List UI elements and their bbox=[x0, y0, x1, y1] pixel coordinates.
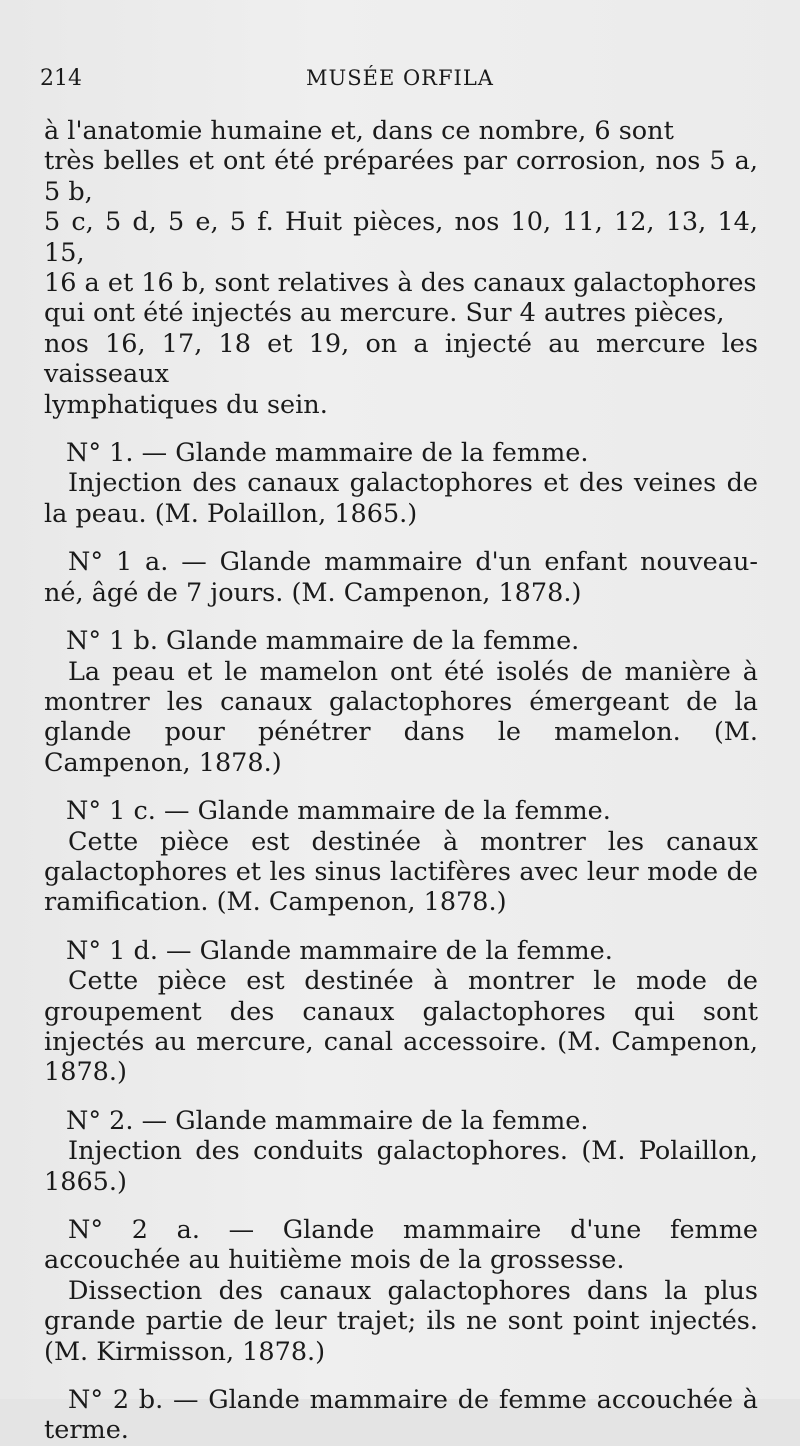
entry-number: N° 1 c. bbox=[66, 796, 156, 827]
catalog-entry bbox=[44, 1215, 758, 1367]
entry-description: Injection des canaux galactophores et des veines de la peau. (M. Polaillon, 1865.) bbox=[44, 468, 758, 529]
entry-title: — Glande mammaire d'une femme accouchée au huitième mois de la grossesse. bbox=[44, 1215, 758, 1276]
catalog-entry bbox=[44, 438, 758, 529]
catalog-entry bbox=[44, 936, 758, 1088]
entry-heading bbox=[66, 438, 758, 468]
entry-title: — Glande mammaire de la femme. bbox=[141, 1105, 589, 1136]
text-line: 16 a et 16 b, sont relatives à des canaux galactophores bbox=[44, 268, 757, 299]
entry-number: N° 1 b. bbox=[66, 626, 158, 657]
entry-number: N° 2 a. bbox=[68, 1215, 200, 1245]
entry-number: N° 1. bbox=[66, 438, 134, 469]
entry-heading bbox=[66, 796, 758, 826]
intro-paragraph bbox=[44, 116, 758, 420]
entry-number: N° 2 b. bbox=[68, 1385, 164, 1416]
catalog-entry bbox=[44, 796, 758, 918]
entry-number: N° 2. bbox=[66, 1105, 134, 1136]
book-title: MUSÉE ORFILA bbox=[306, 66, 494, 90]
entry-description: Cette pièce est destinée à montrer les canaux galactophores et les sinus lactifères avec leur mode de ramification. (M. Campenon, 1878.) bbox=[44, 826, 758, 918]
entry-heading bbox=[66, 1106, 758, 1136]
entry-title: — Glande mammaire de la femme. bbox=[164, 796, 611, 827]
entry-description: Cette pièce est destinée à montrer le mode de groupement des canaux galactophores qui sont injectés au mercure, canal accessoire. (M. Campenon, 1878.) bbox=[44, 966, 758, 1088]
entry-title: — Glande mammaire de la femme. bbox=[166, 935, 613, 966]
page-number: 214 bbox=[40, 66, 82, 91]
entry-heading bbox=[44, 1215, 758, 1276]
entry-heading bbox=[66, 626, 758, 656]
text-line: à l'anatomie humaine et, dans ce nombre, 6 sont bbox=[44, 116, 674, 146]
body-text bbox=[44, 116, 758, 1446]
text-line: lymphatiques du sein. bbox=[44, 389, 328, 420]
entry-number: N° 1 d. bbox=[66, 935, 158, 966]
catalog-entry bbox=[44, 1385, 758, 1446]
entry-title: Glande mammaire de la femme. bbox=[166, 626, 580, 657]
entry-title: — Glande mammaire de la femme. bbox=[141, 438, 589, 469]
catalog-entry bbox=[44, 626, 758, 778]
entry-description: Dissection des canaux galactophores dans la plus grande partie de leur trajet; ils ne sont point injectés. (M. Kirmisson, 1878.) bbox=[44, 1275, 758, 1367]
text-line: qui ont été injectés au mercure. Sur 4 autres pièces, bbox=[44, 298, 725, 329]
entry-heading bbox=[44, 1385, 758, 1446]
catalog-entry bbox=[44, 547, 758, 608]
entry-heading bbox=[44, 547, 758, 608]
running-head bbox=[40, 66, 760, 96]
entry-title: — Glande mammaire de femme accouchée à terme. bbox=[44, 1385, 759, 1446]
entry-number: N° 1 a. bbox=[68, 547, 169, 578]
catalog-entry bbox=[44, 1106, 758, 1197]
entry-description: La peau et le mamelon ont été isolés de manière à montrer les canaux galactophores émergeant de la glande pour pénétrer dans le mamelon. (M. Campenon, 1878.) bbox=[44, 656, 758, 778]
entry-title: — Glande mammaire d'un enfant nouveau-né, âgé de 7 jours. (M. Campenon, 1878.) bbox=[44, 547, 759, 608]
entry-description: Injection des conduits galactophores. (M. Polaillon, 1865.) bbox=[44, 1136, 758, 1197]
text-line: nos 16, 17, 18 et 19, on a injecté au mercure les vaisseaux bbox=[44, 328, 758, 390]
text-line: 5 c, 5 d, 5 e, 5 f. Huit pièces, nos 10, 11, 12, 13, 14, 15, bbox=[44, 207, 758, 268]
text-line: très belles et ont été préparées par corrosion, nos 5 a, 5 b, bbox=[44, 146, 758, 207]
entry-heading bbox=[66, 936, 758, 966]
